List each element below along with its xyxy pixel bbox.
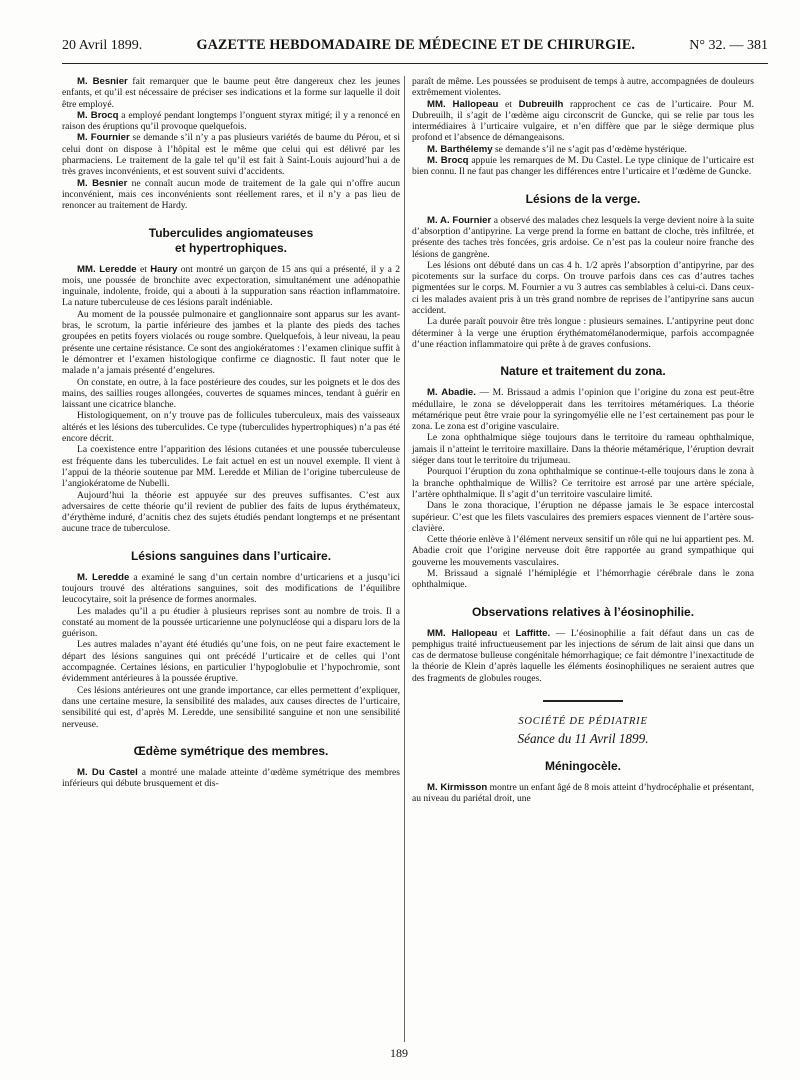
paragraph	[62, 178, 400, 212]
heading-line: Tuberculides angiomateuses	[148, 225, 314, 240]
speaker-name: M. Leredde	[77, 571, 130, 583]
session-date: Séance du 11 Avril 1899.	[517, 731, 649, 747]
paragraph	[412, 387, 754, 432]
paragraph	[412, 782, 754, 805]
paragraph: Histologiquement, on n’y trouve pas de follicules tuberculeux, mais des vaisseaux altérés et les lésions des tuberculides. Ce type (tuberculides hypertrophiques) n’a pas été encore décrit.	[62, 410, 400, 445]
paragraph-text: ont montré un garçon de 15 ans qui a présenté, il y a 2 mois, une poussée de bronchite avec expectoration, simultanément une adénopathie inguinale, indolente, froide, qui a abouti à la suppuration sans réaction inflammatoire. La nature tuberculeuse de ces lésions paraît indéniable.	[62, 263, 401, 309]
section-separator	[543, 700, 623, 702]
paragraph-text: a montré une malade atteinte d’œdème symétrique des membres inférieurs qui débute brusquement et dis-	[62, 766, 400, 790]
section-heading: Lésions de la verge.	[525, 191, 641, 206]
paragraph-text: se demande s’il n’y a pas plusieurs variétés de baume du Pérou, et si celui dont on dispose à l’hôpital est le même que celui qui est délivré par les pharmaciens. Le traitement de la gale tel qu’il est fait à Saint-Louis aujourd’hui a de très graves inconvénients, et est souvent suivi d’accidents.	[62, 132, 401, 178]
paragraph-text: rapprochent ce cas de l’urticaire. Pour M. Dubreuilh, il s’agit de l’œdème aigu circonscrit de Guncke, qui se relie par tous les intermédiaires à l’urticaire vulgaire, et n’en diffère que par le siège dermique plus profond et l’absence de démangeaisons.	[412, 98, 755, 144]
paragraph-text: montre un enfant âgé de 8 mois atteint d’hydrocéphalie et présentant, au niveau du pariétal droit, une	[412, 781, 754, 804]
paragraph-text: — M. Brissaud a admis l’opinion que l’origine du zona est peut-être médullaire, le zona se développerait dans les territoires métamériques. La théorie métamérique peut être vraie pour la syringomyélie elle ne l’est certainement pas pour le zona. Le zona est d’origine vasculaire.	[412, 387, 754, 433]
paragraph: Les malades qu’il a pu étudier à plusieurs reprises sont au nombre de trois. Il a constaté au moment de la poussée urticarienne une polynucléose qui a disparu lors de la guérison.	[62, 605, 400, 640]
right-column	[412, 76, 754, 804]
paragraph	[62, 572, 400, 606]
section-heading: Œdème symétrique des membres.	[133, 743, 329, 758]
paragraph-text: a observé des malades chez lesquels la verge devient noire à la suite d’absorption d’antipyrine. La verge prend la forme en battant de cloche, très infiltrée, et présente des taches très foncées, gris ardoise. Ce n’est pas la couleur noire franche des lésions de gangrène.	[412, 214, 754, 260]
conjunction: et	[498, 98, 519, 110]
speaker-name: M. Kirmisson	[427, 781, 488, 793]
paragraph: Aujourd’hui la théorie est appuyée sur des preuves suffisantes. C’est aux adversaires de cette théorie qu’il revient de publier des faits de lupus érythémateux, d’érythème induré, d’acnitis chez des sujets étudiés pendant longtemps et ne présentant aucune trace de tuberculose.	[62, 489, 400, 535]
paragraph: Pourquoi l’éruption du zona ophthalmique se continue-t-elle toujours dans le zona à la branche ophthalmique de Willis? Ce territoire est arrosé par une artère spéciale, l’artère ophthalmique. Il s’agit d’un territoire vasculaire limité.	[412, 466, 754, 500]
paragraph: Les autres malades n’ayant été étudiés qu’une fois, on ne peut faire exactement le départ des lésions sanguines qui ont précédé l’urticaire et de celles qui l’ont accompagnée. Certaines lésions, en particulier l’hypoglobulie et l’hypochromie, sont évidemment antérieures à la poussée éruptive.	[62, 639, 400, 685]
speaker-name: M. Abadie.	[427, 387, 476, 399]
issue-date: 20 Avril 1899.	[62, 38, 143, 53]
speaker-name: MM. Leredde	[77, 263, 137, 275]
section-heading: Nature et traitement du zona.	[500, 364, 666, 379]
paragraph: Au moment de la poussée pulmonaire et ganglionnaire sont apparus sur les avant-bras, le scrotum, la partie inférieure des jambes et la plante des pieds des taches groupées en petits foyers violacés ou rouge sombre. Quelquefois, à leur niveau, la peau présente une certaine résistance. Ce sont des angiokératomes : l’examen clinique suffit à le démontrer et l’examen histologique confirme ce diagnostic. Il faut noter que le malade n’a jamais présenté d’engelures.	[62, 308, 400, 377]
heading-line: et hypertrophiques.	[174, 240, 287, 255]
speaker-name: Haury	[150, 263, 178, 275]
paragraph	[62, 110, 400, 133]
paragraph	[412, 99, 754, 144]
paragraph-text: ne connaît aucun mode de traitement de la gale qui n’offre aucun inconvénient, mais ces inconvénients sont réellement rares, et il n’y a pas lieu de renoncer au traitement de Hardy.	[62, 177, 400, 212]
speaker-name: M. Barthélemy	[427, 143, 493, 155]
paragraph: On constate, en outre, à la face postérieure des coudes, sur les poignets et le dos des mains, des saillies rouges allongées, couvertes de squames minces, tendant à guérir en laissant une cicatrice blanche.	[62, 376, 400, 411]
speaker-name: Laffitte.	[515, 627, 551, 639]
section-heading: Lésions sanguines dans l’urticaire.	[130, 548, 332, 563]
speaker-name: Dubreuilh	[518, 98, 564, 110]
speaker-name: M. Brocq	[427, 155, 469, 167]
paragraph-text: appuie les remarques de M. Du Castel. Le type clinique de l’urticaire est bien connu. Il ne faut pas changer les différences entre l’urticaire et l’œdème de Guncke.	[412, 155, 754, 178]
paragraph: M. Brissaud a signalé l’hémiplégie et l’hémorrhagie cérébrale dans le zona ophthalmique.	[412, 567, 754, 591]
running-header	[62, 37, 768, 64]
conjunction: et	[136, 263, 151, 275]
issue-number: N° 32. — 381	[689, 38, 768, 53]
paragraph	[412, 628, 754, 684]
speaker-name: M. A. Fournier	[427, 214, 492, 226]
speaker-name: M. Brocq	[77, 109, 119, 121]
paragraph: La durée paraît pouvoir être très longue : plusieurs semaines. L’antipyrine peut donc déterminer à la verge une éruption érythématomélanodermique, parfois accompagnée d’une réaction inflammatoire qui prête à de graves confusions.	[412, 316, 754, 350]
paragraph: Le zona ophthalmique siège toujours dans le territoire du rameau ophthalmique, jamais il n’atteint le territoire maxillaire. Dans la théorie métamérique, l’éruption devrait siéger dans tout le territoire du trijumeau.	[412, 432, 754, 467]
paragraph-text: — L’éosinophilie a fait défaut dans un cas de pemphigus traité infructueusement par les injections de sérum de lait ainsi que dans un cas de dermatose bulleuse congénitale hémorrhagique; ce fait démontre l’inexactitude de la théorie de Klein d’après laquelle les éléments éosinophiliques ne seraient autres que des fragments de globules rouges.	[412, 627, 755, 684]
speaker-name: M. Fournier	[77, 132, 130, 144]
society-name: SOCIÉTÉ DE PÉDIATRIE	[518, 716, 648, 728]
paragraph: paraît de même. Les poussées se produisent de temps à autre, accompagnées de douleurs extrêmement violentes.	[412, 76, 754, 99]
left-column	[62, 76, 400, 789]
speaker-name: M. Du Castel	[77, 766, 138, 778]
paragraph	[62, 767, 400, 790]
paragraph-text: fait remarquer que le baume peut être dangereux chez les jeunes enfants, et qu’il est nécessaire de préciser ses indications et la forme sur laquelle il doit être employé.	[62, 76, 400, 110]
paragraph-text: se demande s’il ne s’agit pas d’œdème hystérique.	[492, 143, 687, 155]
paragraph-text: a employé pendant longtemps l’onguent styrax mitigé; il y a renoncé en raison des éruptions qu’il provoque quelquefois.	[62, 109, 400, 133]
paragraph	[62, 76, 400, 110]
speaker-name: MM. Hallopeau	[427, 98, 499, 110]
section-heading: Observations relatives à l’éosinophilie.	[471, 604, 695, 619]
page-number: 189	[390, 1046, 408, 1060]
paragraph	[412, 215, 754, 260]
speaker-name: MM. Hallopeau	[427, 627, 498, 639]
journal-title: GAZETTE HEBDOMADAIRE DE MÉDECINE ET DE CHIRURGIE.	[196, 37, 636, 53]
section-heading	[62, 226, 400, 256]
speaker-name: M. Besnier	[77, 177, 128, 189]
paragraph	[62, 264, 400, 309]
paragraph	[62, 132, 400, 177]
paragraph: Les lésions ont débuté dans un cas 4 h. 1/2 après l’absorption d’antipyrine, par des picotements sur la surface du corps. On trouve parfois dans ces cas d’autres taches pigmentées sur le corps. M. Fournier a vu 3 autres cas semblables à celui-ci. Dans ceux-ci les malades avaient pris à un très grand nombre de reprises de l’antipyrine sans aucun accident.	[412, 259, 754, 317]
paragraph	[412, 144, 754, 155]
conjunction: et	[497, 627, 516, 639]
paragraph-text: a examiné le sang d’un certain nombre d’urticariens et a jusqu’ici toujours trouvé des altérations sanguines, soit des modifications de l’équilibre leucocytaire, soit la présence de formes anormales.	[62, 571, 400, 606]
paragraph: Ces lésions antérieures ont une grande importance, car elles permettent d’expliquer, dans une certaine mesure, la sensibilité des malades, aux causes directes de l’urticaire, sensibilité qui est, d’après M. Leredde, une sensibilité sanguine et non une sensibilité nerveuse.	[62, 684, 400, 730]
paragraph: La coexistence entre l’apparition des lésions cutanées et une poussée tuberculeuse est fréquente dans les tuberculides. Le fait actuel en est un nouvel exemple. Il vient à l’appui de la théorie soutenue par MM. Leredde et Milian de l’origine tuberculeuse de l’angiokératome de Nubelli.	[62, 444, 400, 490]
section-heading: Méningocèle.	[544, 758, 621, 773]
speaker-name: M. Besnier	[77, 76, 128, 87]
column-divider	[404, 76, 405, 1042]
paragraph	[412, 155, 754, 178]
paragraph: Cette théorie enlève à l’élément nerveux sensitif un rôle qui ne lui appartient pes. M. Abadie croit que l’origine nerveuse doit être rapportée au grand sympathique qui gouverne les mouvements vasculaires.	[412, 534, 754, 568]
paragraph: Dans le zona thoracique, l’éruption ne dépasse jamais le 3e espace intercostal supérieur. C’est que les filets vasculaires des premiers espaces viennent de l’artère sous-clavière.	[412, 500, 754, 534]
